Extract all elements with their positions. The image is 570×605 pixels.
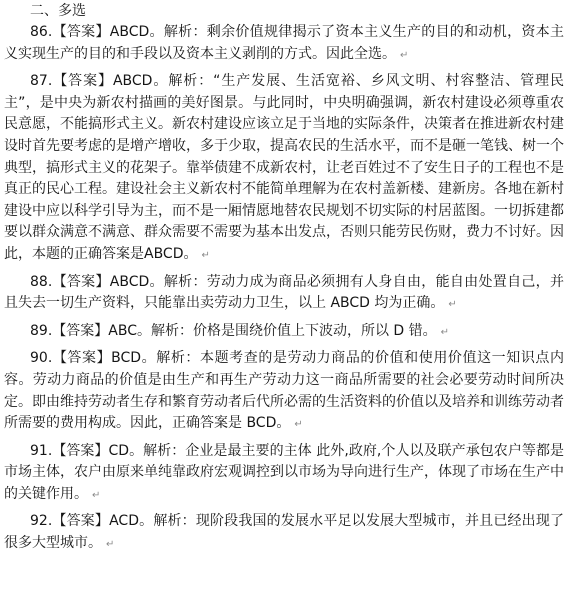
answer-89 xyxy=(4,321,564,344)
answer-88 xyxy=(4,272,564,316)
return-mark-icon: ↵ xyxy=(92,489,101,501)
section-title: 二、多选 xyxy=(30,3,86,19)
answer-90-text: 90.【答案】BCD。解析：本题考查的是劳动力商品的价值和使用价值这一知识点内容。劳动力商品的价值是由生产和再生产劳动力这一商品所需要的社会必要劳动时间所决定。即由维持劳动者生存和繁育劳动者后代所必需的生活资料的价值以及培养和训练劳动者所需要的费用构成。因此，正确答案是 BCD。 xyxy=(4,350,564,432)
return-mark-icon: ↵ xyxy=(440,326,450,338)
answer-87 xyxy=(4,71,564,266)
answer-86-text: 86.【答案】ABCD。解析：剩余价值规律揭示了资本主义生产的目的和动机，资本主义实现生产的目的和手段以及资本主义剥削的方式。因此全选。 xyxy=(4,24,564,62)
answer-91-text: 91.【答案】CD。解析：企业是最主要的主体 此外,政府,个人以及联产承包农户等都是市场主体，农户由原来单纯靠政府宏观调控到以市场为导向进行生产，体现了市场在生产中的关键作用。 xyxy=(4,442,564,502)
answer-88-text: 88.【答案】ABCD。解析：劳动力成为商品必须拥有人身自由，能自由处置自己，并且失去一切生产资料，只能靠出卖劳动力卫生，以上 ABCD 均为正确。 xyxy=(4,273,564,312)
return-mark-icon: ↵ xyxy=(400,49,409,61)
answer-89-text: 89.【答案】ABC。解析：价格是围绕价值上下波动，所以 D 错。 xyxy=(30,322,437,339)
answer-86 xyxy=(4,22,564,66)
answer-92 xyxy=(4,511,564,555)
answer-92-text: 92.【答案】ACD。解析：现阶段我国的发展水平足以发展大型城市，并且已经出现了很多大型城市。 xyxy=(4,513,564,552)
answer-91 xyxy=(4,441,564,507)
return-mark-icon: ↵ xyxy=(201,249,210,261)
return-mark-icon: ↵ xyxy=(106,539,115,551)
return-mark-icon: ↵ xyxy=(448,299,457,311)
answer-87-text: 87.【答案】ABCD。解析：“生产发展、生活宽裕、乡风文明、村容整洁、管理民主”，是中央为新农村描画的美好图景。与此同时，中央明确强调，新农村建设必须尊重农民意愿，不能搞形式主义。新农村建设应该立足于当地的实际条件，决策者在推进新农村建设时首先要考虑的是增产增收，多于少取，提高农民的生活水平，而不是砸一笔钱、树一个典型，搞形式主义的花架子。靠举债建不成新农村，让老百姓过不了安生日子的工程也不是真正的民心工程。建设社会主义新农村不能简单理解为在农村盖新楼、建新房。各地在新村建设中应以科学引导为主，而不是一厢情愿地替农民规划不切实际的村居蓝图。一切拆建都要以群众满意不满意、群众需要不需要为基本出发点，否则只能劳民伤财，费力不讨好。因此，本题的正确答案是ABCD。 xyxy=(4,73,564,262)
answer-90 xyxy=(4,348,564,435)
return-mark-icon: ↵ xyxy=(294,419,303,431)
